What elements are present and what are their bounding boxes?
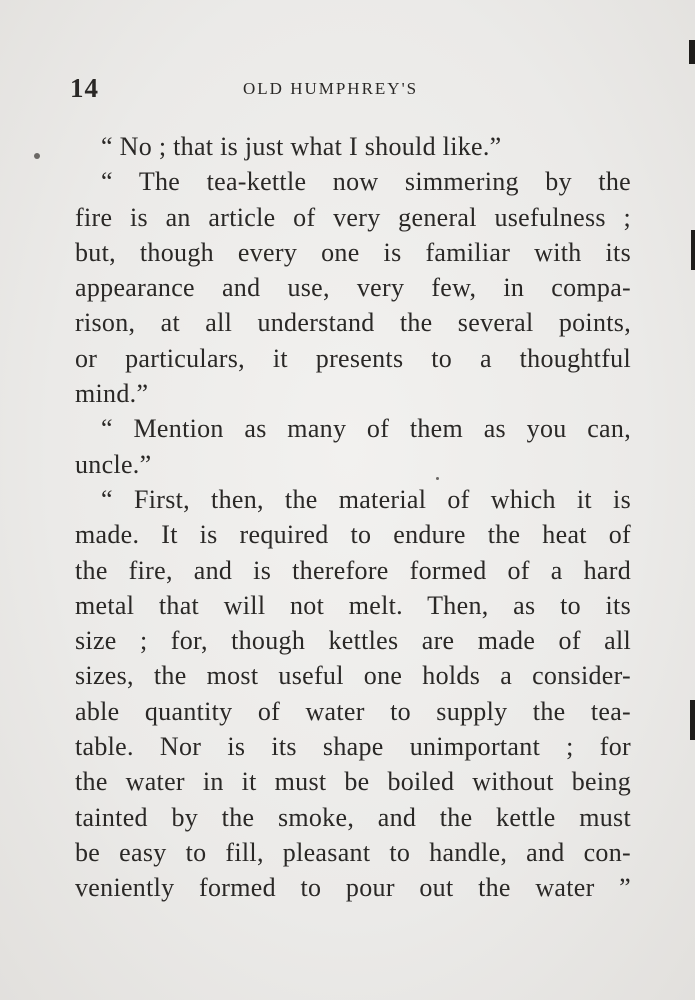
paper-speck	[34, 153, 40, 159]
text-line: able quantity of water to supply the tea-	[75, 696, 631, 726]
page-edge-shadow	[690, 700, 695, 740]
text-line: rison, at all understand the several points,	[75, 308, 631, 338]
page-edge-shadow	[691, 230, 695, 270]
text-line: fire is an article of very general usefulness ;	[75, 202, 631, 232]
body-text	[75, 129, 631, 906]
text-line: be easy to fill, pleasant to handle, and con-	[75, 837, 631, 867]
text-line: “ No ; that is just what I should like.”	[101, 132, 502, 161]
text-line: uncle.”	[75, 449, 152, 479]
text-line: “ Mention as many of them as you can,	[101, 414, 631, 444]
text-line: tainted by the smoke, and the kettle must	[75, 802, 631, 832]
text-line: the fire, and is therefore formed of a hard	[75, 555, 631, 585]
text-line: sizes, the most useful one holds a consider-	[75, 661, 631, 691]
text-line: mind.”	[75, 379, 149, 409]
text-line: made. It is required to endure the heat of	[75, 520, 631, 550]
page-header	[70, 72, 630, 104]
running-title: OLD HUMPHREY'S	[243, 79, 419, 98]
text-line: veniently formed to pour out the water ”	[75, 873, 631, 903]
text-line: the water in it must be boiled without being	[75, 767, 631, 797]
text-line: appearance and use, very few, in compa-	[75, 273, 631, 303]
text-line: size ; for, though kettles are made of all	[75, 626, 631, 656]
text-line: but, though every one is familiar with its	[75, 237, 631, 267]
text-line: metal that will not melt. Then, as to its	[75, 590, 631, 620]
text-line: “ First, then, the material of which it is	[101, 484, 631, 514]
text-line: table. Nor is its shape unimportant ; for	[75, 732, 631, 762]
text-line: “ The tea-kettle now simmering by the	[101, 167, 631, 197]
page-number: 14	[70, 73, 99, 103]
text-line: or particulars, it presents to a thoughtful	[75, 343, 631, 373]
page-edge-shadow	[689, 40, 695, 64]
